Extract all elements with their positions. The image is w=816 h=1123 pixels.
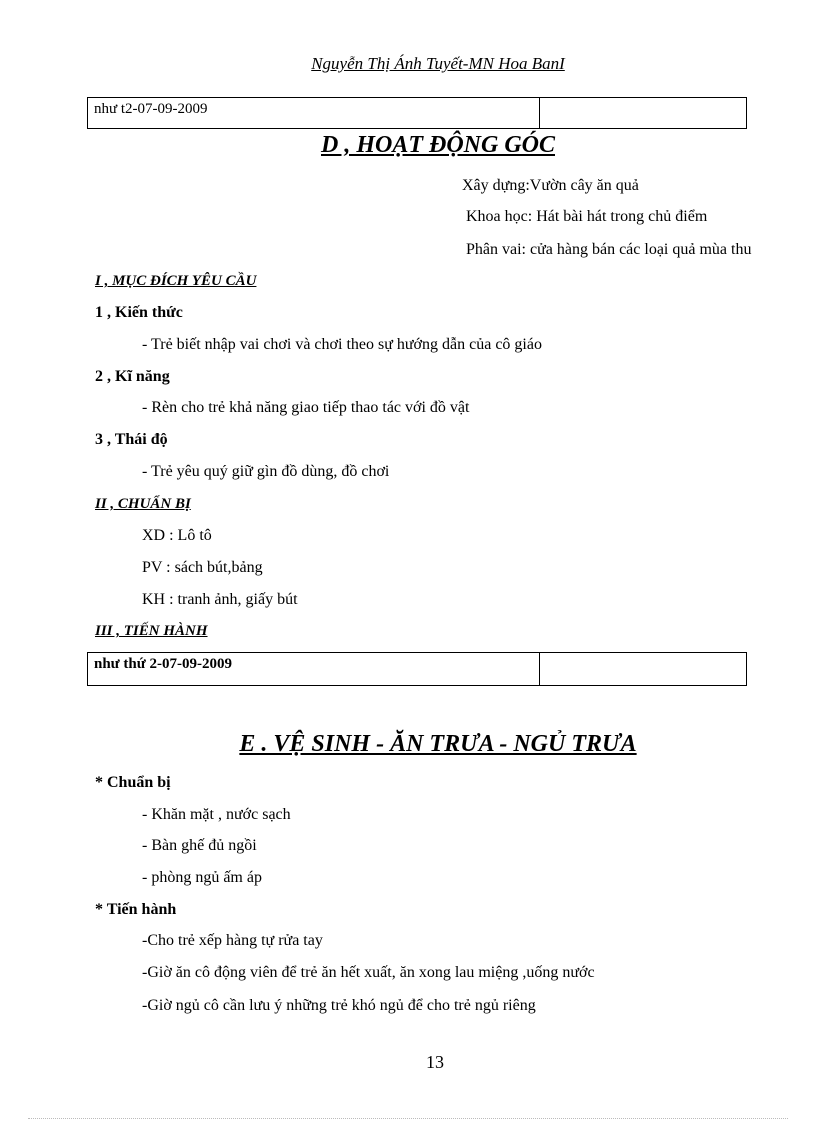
kien-thuc-item: - Trẻ biết nhập vai chơi và chơi theo sự hướng dẫn của cô giáo xyxy=(142,336,542,353)
page-number: 13 xyxy=(426,1052,444,1072)
empty-cell xyxy=(540,653,746,685)
e-chuan-bi-item: - Bàn ghế đủ ngồi xyxy=(142,837,257,854)
activity-line-2: Khoa học: Hát bài hát trong chủ điểm xyxy=(466,208,708,225)
e-tien-hanh-item: -Giờ ngủ cô cần lưu ý những trẻ khó ngủ để cho trẻ ngủ riêng xyxy=(142,997,536,1014)
date-table-2 xyxy=(87,652,747,686)
chuan-bi-item: XD : Lô tô xyxy=(142,527,212,544)
activity-line-3: Phân vai: cửa hàng bán các loại quả mùa thu xyxy=(466,241,752,258)
page-header: Nguyễn Thị Ánh Tuyết-MN Hoa BanI xyxy=(311,54,565,73)
e-tien-hanh-item: -Giờ ăn cô động viên để trẻ ăn hết xuất, ăn xong lau miệng ,uống nước xyxy=(142,964,595,981)
e-chuan-bi-item: - Khăn mặt , nước sạch xyxy=(142,806,291,823)
ki-nang-item: - Rèn cho trẻ khả năng giao tiếp thao tác với đồ vật xyxy=(142,399,470,416)
date-table-1 xyxy=(87,97,747,129)
chuan-bi-item: KH : tranh ảnh, giấy bút xyxy=(142,591,298,608)
e-chuan-bi-item: - phòng ngủ ấm áp xyxy=(142,869,262,886)
section-d-title: D , HOẠT ĐỘNG GÓC xyxy=(321,132,555,158)
thai-do-item: - Trẻ yêu quý giữ gìn đồ dùng, đồ chơi xyxy=(142,463,390,480)
heading-muc-dich: I , MỤC ĐÍCH YÊU CẦU xyxy=(95,273,257,289)
heading-thai-do: 3 , Thái độ xyxy=(95,431,168,448)
empty-cell xyxy=(540,98,746,128)
heading-kien-thuc: 1 , Kiến thức xyxy=(95,304,183,321)
activity-line-1: Xây dựng:Vườn cây ăn quả xyxy=(462,177,639,194)
heading-e-chuan-bi: * Chuẩn bị xyxy=(95,774,171,791)
heading-tien-hanh: III , TIẾN HÀNH xyxy=(95,623,208,639)
footer-divider xyxy=(28,1118,788,1119)
e-tien-hanh-item: -Cho trẻ xếp hàng tự rửa tay xyxy=(142,932,323,949)
heading-ki-nang: 2 , Kĩ năng xyxy=(95,368,170,385)
date-cell: như t2-07-09-2009 xyxy=(88,98,540,128)
chuan-bi-item: PV : sách bút,bảng xyxy=(142,559,263,576)
heading-chuan-bi: II , CHUẨN BỊ xyxy=(95,496,191,512)
heading-e-tien-hanh: * Tiến hành xyxy=(95,901,177,918)
section-e-title: E . VỆ SINH - ĂN TRƯA - NGỦ TRƯA xyxy=(239,731,637,757)
date-cell: như thứ 2-07-09-2009 xyxy=(88,653,540,685)
